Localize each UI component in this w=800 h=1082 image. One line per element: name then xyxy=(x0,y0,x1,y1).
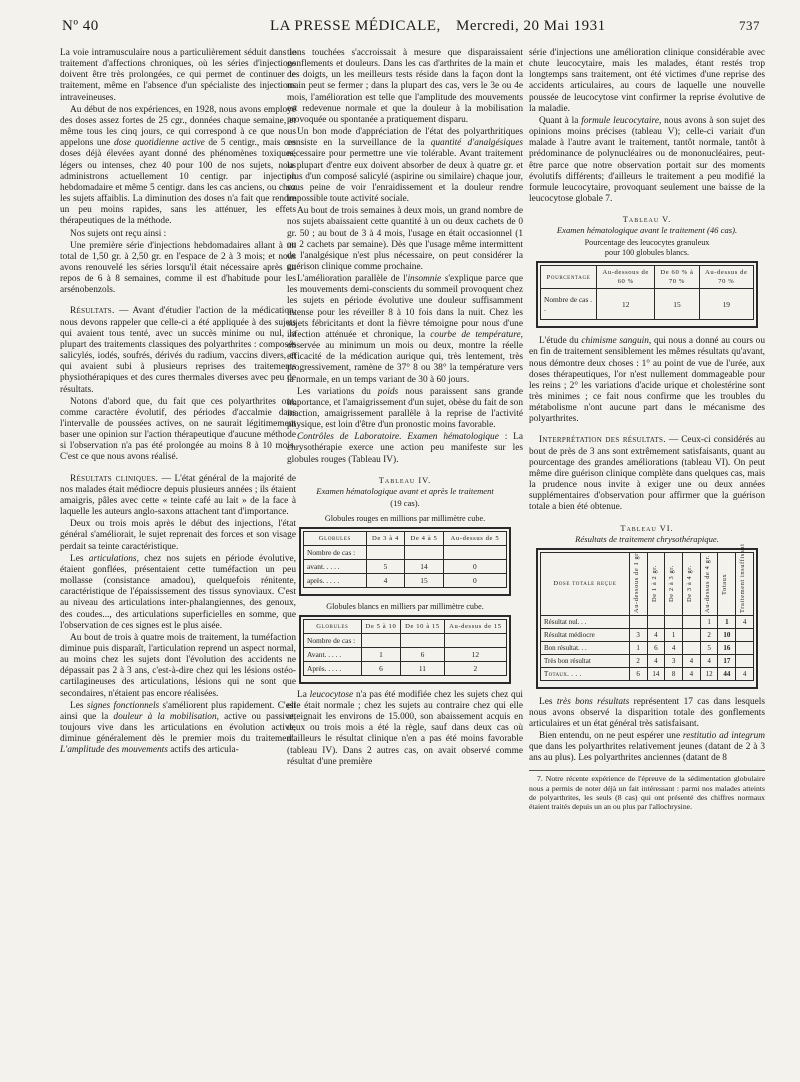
table-header-cell: De 2 à 3 gr. xyxy=(665,552,683,615)
issue-number: Nº 40 xyxy=(62,18,99,34)
table-cell xyxy=(736,641,754,654)
table-cell: 3 xyxy=(629,628,647,641)
section-heading: Résultats. xyxy=(70,306,115,317)
table-cell: après. . . . . xyxy=(304,573,367,587)
table-cell: Avant. . . . . xyxy=(304,647,362,661)
table-row xyxy=(541,289,754,320)
footnote-text: 7. Notre récente expérience de l'épreuve de la sédimentation globulaire nous a permis de noter déjà un fait intéressant : parmi nos malades atteints de polyarthrites, les seuls (8 cas) qui ont présenté des chiffres normaux étaient traités depuis un an ou plus par l'allochrysine. xyxy=(529,774,765,812)
paragraph: La voie intramusculaire nous a particulièrement séduit dans le traitement d'affections chroniques, où les séries d'injections doivent être très prolongées, ce qui permet de continuer le traitement, même en l'absence d'un spécialiste des injections intraveineuses. xyxy=(60,48,296,103)
table-iv-unit-white: Globules blancs en milliers par millimètre cube. xyxy=(326,601,484,611)
table-cell: Après. . . . . xyxy=(304,661,362,675)
table-cell: 4 xyxy=(682,667,700,680)
table-total-row xyxy=(541,667,754,680)
section-interpretation: Interprétation des résultats. — Ceux-ci considérés au bout de près de 3 ans sont extrêmement satisfaisants, quant au pourcentage des grandes améliorations (tableau VI). On peut même dire guérison clinique complète dans quelques cas, mais la prudence nous invite à exiger une ou deux années supplémentaires d'observation pour affirmer que la guérison totale a bien été obtenue. xyxy=(529,435,766,513)
page-number: 737 xyxy=(739,18,760,33)
paragraph: Une première série d'injections hebdomadaires allant à un total de 1,50 gr. à 2,50 gr. en l'espace de 2 à 3 mois; et nous avons renouvelé les séries lorsqu'il était nécessaire après un repos de 6 à 8 semaines, comme il est d'habitude pour les arsénobenzols. xyxy=(60,240,296,296)
table-v-unit: pour 100 globules blancs. xyxy=(604,248,690,258)
table-row xyxy=(304,647,507,661)
table-iv-red xyxy=(303,531,507,588)
table-header-cell: Dose totale reçue xyxy=(541,552,630,615)
table-cell: 1 xyxy=(361,647,401,661)
paragraph: L'amélioration parallèle de l'insomnie s'explique parce que les mouvements demi-conscients du sommeil provoquent chez les sujets en période évolutive une douleur suffisamment intense pour les réveiller 8 à 10 fois dans la nuit. Chez les sujets fébricitants et dont la fièvre témoigne pour nous d'une infection atténuée et chronique, la courbe de température, observée au minimum un mois ou deux, montre la réelle efficacité de la médication aurique qui, très lentement, très progressivement, ramène de 37° 8 ou 38° la température vers la normale, en un temps variant de 30 à 60 jours. xyxy=(287,274,523,385)
table-header-cell: Au-dessus de 70 % xyxy=(699,266,753,289)
table-cell: 5 xyxy=(700,641,718,654)
paragraph: tions touchées s'accroissait à mesure que disparaissaient gonflements et douleurs. Dans les cas d'arthrites de la main et des doigts, un les meilleurs tests réside dans la façon dont la main peut se fermer ; dans la plupart des cas, vers le 3e ou 4e mois, l'amélioration est telle que l'amplitude des mouvements est redevenue normale et que la douleur à la mobilisation provoquée ou spontanée a pratiquement disparu. xyxy=(287,48,523,125)
issue-date: Mercredi, 20 Mai 1931 xyxy=(456,18,606,34)
table-row xyxy=(304,573,507,587)
paragraph: Les variations du poids nous paraissent sans grande importance, et l'amaigrissement d'un sujet, obèse du fait de son inaction, amaigrissement parallèle à la reprise de l'activité physique, est loin d'être d'un pronostic moins favorable. xyxy=(287,386,523,431)
table-header-cell: De 5 à 10 xyxy=(361,619,401,633)
table-cell: 6 xyxy=(401,647,445,661)
table-header-cell: Au-dessus de 5 xyxy=(443,531,506,545)
table-cell xyxy=(629,615,647,628)
table-cell: 19 xyxy=(699,289,753,320)
section-resultats: Résultats. — Avant d'étudier l'action de la médication, nous devons rappeler que celle-ci a été appliquée à des sujets qui avaient tous tenté, avec un succès minime ou nul, la plupart des traitements classiques des polyarthrites : composés salicylés, iodés, soufrés, dérivés du radium, vaccins divers, et qui avaient subi à plusieurs reprises des traitements physiothérapiques et des cures thermales diverses avec peu de résultats. xyxy=(60,306,296,395)
table-cell: Bon résultat. . . xyxy=(541,641,630,654)
table-v-frame xyxy=(536,261,758,328)
table-row xyxy=(541,615,754,628)
table-cell: 44 xyxy=(718,667,736,680)
table-cell: 4 xyxy=(665,641,683,654)
table-cell: 6 xyxy=(629,667,647,680)
table-header-cell: Au-dessous de 60 % xyxy=(597,266,655,289)
table-row xyxy=(541,654,754,667)
table-cell xyxy=(682,615,700,628)
table-cell: 15 xyxy=(655,289,699,320)
column-3 xyxy=(529,48,765,812)
paragraph: Au bout de trois à quatre mois de traitement, la tuméfaction diminue puis disparaît, l'articulation reprend un aspect normal, au moins chez les sujets dont l'évolution des accidents ne dépassait pas 2 à 3 ans, c'est-à-dire chez qui les lésions ostéo-cartilagineuses des articulations, lésions qui ne sont que secondaires, n'étaient pas encore réalisées. xyxy=(60,632,296,699)
table-cell: 15 xyxy=(405,573,444,587)
table-cell: 1 xyxy=(665,628,683,641)
table-header-row xyxy=(304,619,507,633)
table-header-cell: De 3 à 4 xyxy=(366,531,405,545)
table-cell: 4 xyxy=(366,573,405,587)
table-cell: 1 xyxy=(629,641,647,654)
table-header-cell: Au-dessous de 1 gr. xyxy=(629,552,647,615)
table-vi-frame xyxy=(536,543,758,689)
paragraph: L'étude du chimisme sanguin, qui nous a donné au cours ou en fin de traitement sensiblement les mêmes résultats qu'avant, nous démontre deux choses : 1° au point de vue de l'urée, aux doses thérapeutiques, l'or n'est nullement dommageable pour les reins ; 2° les variations d'acide urique et cholestérine sont très minimes ; ce fait nous confirme que les troubles du métabolisme n'ont aucune part dans le mécanisme des polyarthrites. xyxy=(529,336,766,425)
table-cell: 14 xyxy=(405,559,444,573)
table-header-cell: De 3 à 4 gr. xyxy=(682,552,700,615)
table-header-cell: De 60 % à 70 % xyxy=(655,266,699,289)
table-cell xyxy=(682,641,700,654)
table-header-cell: Pourcentage xyxy=(541,266,597,289)
table-cell: 10 xyxy=(718,628,736,641)
table-header-cell: De 4 à 5 xyxy=(405,531,444,545)
table-cell: 2 xyxy=(444,661,506,675)
table-vi-subtitle: Résultats de traitement chrysothérapique. xyxy=(575,533,719,544)
table-v-title: Tableau V. xyxy=(622,215,672,225)
table-cell: 4 xyxy=(736,615,754,628)
table-cell: 2 xyxy=(629,654,647,667)
table-cell: 12 xyxy=(597,289,655,320)
table-cell xyxy=(665,615,683,628)
table-cell: 4 xyxy=(647,654,665,667)
table-vi xyxy=(540,543,754,681)
paragraph: série d'injections une amélioration clinique considérable avec chute leucocytaire, mais les malades, étant restés trop longtemps sans traitement, ont été victimes d'une reprise des accidents articulaires, au cours de laquelle une nouvelle poussée de leucocytose vint confirmer la reprise évolutive de la maladie. xyxy=(529,48,765,114)
table-cell: 16 xyxy=(718,641,736,654)
table-cell: 1 xyxy=(718,615,736,628)
page-header xyxy=(40,16,760,40)
table-iv-white xyxy=(303,619,507,676)
table-cell: 4 xyxy=(736,667,754,680)
footnote xyxy=(529,770,765,811)
table-iv-white-frame xyxy=(299,615,511,684)
table-row xyxy=(304,559,507,573)
paragraph: Notons d'abord que, du fait que ces polyarthrites ont, comme caractère évolutif, des périodes d'accalmie dans l'intervalle de poussées actives, on ne saurait légitimement baser une opinion sur l'action thérapeutique d'aucune méthode si l'observation n'a pas été prolongée au moins 8 à 10 mois. C'est ce que nous avons réalisé. xyxy=(60,396,296,463)
table-header-cell: Au-dessus de 15 xyxy=(444,619,506,633)
paragraph: Les articulations, chez nos sujets en période évolutive, étaient gonflées, présentaient cette tuméfaction un peu mollasse (consistance amadou), quelquefois rénitente, caractéristique de l'épaississement des tissus synoviaux. C'est au niveau des articulations inter-phalangiennes, des genoux, des coudes..., des articulations superficielles en somme, que l'observation de ces signes est le plus aisée. xyxy=(60,553,297,631)
table-cell: 1 xyxy=(700,615,718,628)
table-v-subtitle: Examen hématologique avant le traitement (46 cas). xyxy=(556,225,738,236)
table-cell: Totaux. . . . xyxy=(541,667,630,680)
table-header-cell: Traitement insuffisant xyxy=(736,552,754,615)
table-cell: 4 xyxy=(647,628,665,641)
table-v xyxy=(540,265,754,320)
paragraph: Au début de nos expériences, en 1928, nous avons employé des doses assez fortes de 25 cgr., données chaque semaine, et même tous les cinq jours, ce qui correspond à ce que nous appelons une dose quotidienne active de 5 centigr., mais ces doses déjà élevées ayant donné des phénomènes toxiques, légers ou intenses, chez 40 pour 100 de nos sujets, nous administrons actuellement 10 centigr. par injection hebdomadaire et même 5 centigr. dans les cas anciens, ou chez les sujets affaiblis. La diminution des doses n'a fait que rendre un peu moins rapides, sans les atténuer, les effets thérapeutiques de la méthode. xyxy=(60,104,296,227)
paragraph: Un bon mode d'appréciation de l'état des polyarthritiques consiste en la surveillance de la quantité d'analgésiques nécessaire pour permettre une vie tolérable. Avant traitement la plupart d'entre eux doivent absorber de deux à quatre gr. et plus d'un composé salicylé (aspirine ou similaire) chaque jour, sous peine de voir l'enraidissement et la douleur rendre impossible toute activité sociale. xyxy=(287,127,523,205)
paragraph: Quant à la formule leucocytaire, nous avons à son sujet des opinions moins précises (tableau V); celle-ci variait d'un malade à l'autre avant le traitement, tantôt normale, tantôt à prédominance de polynucléaires ou de mononucléaires, peut-être parce que notre observation portait sur des moments évolutifs différents; d'ailleurs le traitement a peu modifié la formule leucocytaire, provoquant seulement une baisse de la leucocytose globale 7. xyxy=(529,115,765,205)
table-cell: Nombre de cas : xyxy=(304,633,362,647)
paragraph: Deux ou trois mois après le début des injections, l'état général s'améliorait, le sujet reprenait des forces et son visage perdait sa teinte caractéristique. xyxy=(60,519,296,552)
table-row xyxy=(541,628,754,641)
table-header-row xyxy=(541,266,754,289)
table-iv-unit-red: Globules rouges en millions par millimètre cube. xyxy=(324,513,486,523)
table-cell: 11 xyxy=(401,661,445,675)
table-header-cell: De 10 à 15 xyxy=(401,619,445,633)
section-heading: Contrôles de Laboratoire. Examen hématologique xyxy=(297,432,499,443)
section-heading: Interprétation des résultats. xyxy=(539,435,666,446)
paragraph: Au bout de trois semaines à deux mois, un grand nombre de nos sujets abaissaient cette quantité à un ou deux cachets de 0 gr. 50 ; au bout de 3 à 4 mois, l'usage en était occasionnel (1 ou 2 cachets par semaine). Dès que l'usage même intermittent de l'analgésique n'est plus nécessaire, on peut considérer la guérison clinique comme prochaine. xyxy=(287,206,523,272)
table-header-cell: Globules xyxy=(304,619,362,633)
table-cell: 0 xyxy=(443,573,506,587)
table-cell: Très bon résultat xyxy=(541,654,630,667)
table-header-cell: Totaux xyxy=(718,552,736,615)
section-heading: Résultats cliniques. xyxy=(70,473,159,484)
table-cell: Résultat nul. . . xyxy=(541,615,630,628)
table-cell xyxy=(647,615,665,628)
table-cell: 3 xyxy=(665,654,683,667)
table-cell: 4 xyxy=(700,654,718,667)
table-cell: 12 xyxy=(444,647,506,661)
table-cell: 17 xyxy=(718,654,736,667)
journal-title: LA PRESSE MÉDICALE, xyxy=(270,18,441,34)
column-1 xyxy=(60,48,296,758)
table-cell: 6 xyxy=(361,661,401,675)
table-cell: 12 xyxy=(700,667,718,680)
section-resultats-cliniques: Résultats cliniques. — L'état général de la majorité de nos malades était médiocre depuis plusieurs années ; ils étaient amaigris, pâles avec cette « teinte café au lait » de la face à laquelle les auteurs anglo-saxons attachent tant d'importance. xyxy=(60,473,296,518)
table-cell: 14 xyxy=(647,667,665,680)
table-v-unit: Pourcentage des leucocytes granuleux xyxy=(584,238,710,248)
table-iv-subtitle-cases: (19 cas). xyxy=(390,497,420,508)
table-cell xyxy=(682,628,700,641)
table-header-row xyxy=(304,531,507,545)
table-cell: 0 xyxy=(443,559,506,573)
table-iv-red-frame xyxy=(299,527,511,596)
table-vi-title: Tableau VI. xyxy=(620,523,674,533)
table-cell: Nombre de cas : xyxy=(304,545,367,559)
table-cell xyxy=(736,628,754,641)
table-iv-title: Tableau IV. xyxy=(378,475,432,485)
table-cell: Nombre de cas . . xyxy=(541,289,597,320)
table-header-cell: De 1 à 2 gr. xyxy=(647,552,665,615)
table-row xyxy=(304,633,507,647)
table-cell: 4 xyxy=(682,654,700,667)
table-row xyxy=(304,661,507,675)
paragraph: La leucocytose n'a pas été modifiée chez les sujets chez qui elle était normale ; chez les sujets au contraire chez qui elle atteignait les environs de 15.000, son abaissement acquis en deux ou trois mois a été la règle, sauf dans deux cas où d'ailleurs le résultat clinique n'en a pas été moins favorable (tableau IV). Dans 2 autres cas, on avait observé comme résultat d'une première xyxy=(287,689,523,767)
table-cell: 8 xyxy=(665,667,683,680)
table-header-cell: Globules xyxy=(304,531,367,545)
table-header-row xyxy=(541,552,754,615)
column-2 xyxy=(287,48,523,769)
paragraph: Les signes fonctionnels s'améliorent plus rapidement. C'est ainsi que la douleur à la mobilisation, active ou passive, toujours vive dans les articulations en évolution active, diminue généralement dès le premier mois du traitement. L'amplitude des mouvements actifs des articula- xyxy=(60,700,296,756)
table-cell: 2 xyxy=(700,628,718,641)
table-iv-subtitle: Examen hématologique avant et après le traitement xyxy=(316,485,494,496)
table-row xyxy=(304,545,507,559)
section-controles: Contrôles de Laboratoire. Examen hématologique : La chrysothérapie exerce une action peu manifeste sur les globules rouges (Tableau IV). xyxy=(287,432,524,465)
table-cell xyxy=(736,654,754,667)
table-cell: avant. . . . . xyxy=(304,559,367,573)
table-cell: Résultat médiocre xyxy=(541,628,630,641)
paragraph: Les très bons résultats représentent 17 cas dans lesquels nous avons observé la disparition totale des gonflements articulaires et un état général très satisfaisant. xyxy=(529,696,766,729)
paragraph: Bien entendu, on ne peut espérer une restitutio ad integrum que dans les polyarthrites relativement jeunes (datant de 2 à 3 ans au plus). Les polyarthrites anciennes (datant de 8 xyxy=(529,731,765,764)
table-cell: 6 xyxy=(647,641,665,654)
table-row xyxy=(541,641,754,654)
table-header-cell: Au-dessus de 4 gr. xyxy=(700,552,718,615)
paragraph: Nos sujets ont reçu ainsi : xyxy=(70,228,167,239)
table-cell: 5 xyxy=(366,559,405,573)
